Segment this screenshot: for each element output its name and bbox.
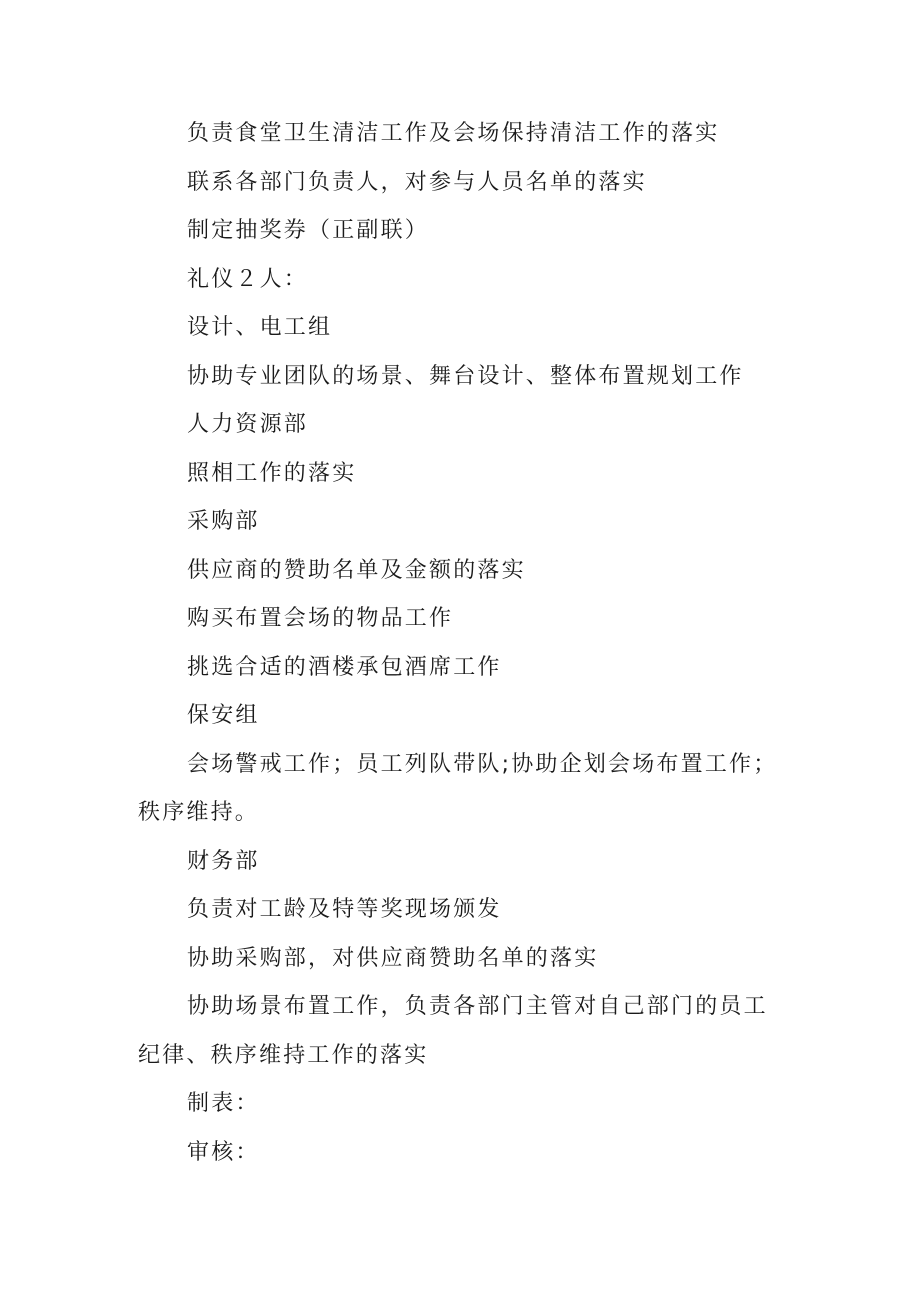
heading-security: 保安组 bbox=[187, 703, 260, 728]
paragraph-security-duties: 会场警戒工作；员工列队带队;协助企划会场布置工作；秩序维持。 bbox=[138, 751, 778, 825]
document-body bbox=[138, 110, 778, 1177]
paragraph-assist-purchasing: 协助采购部，对供应商赞助名单的落实 bbox=[187, 945, 599, 971]
paragraph-photography: 照相工作的落实 bbox=[187, 460, 357, 486]
paragraph-stage-design: 协助专业团队的场景、舞台设计、整体布置规划工作 bbox=[187, 363, 744, 389]
paragraph-contact-departments: 联系各部门负责人，对参与人员名单的落实 bbox=[187, 169, 647, 195]
label-prepared-by: 制表： bbox=[187, 1091, 260, 1116]
paragraph-buy-items: 购买布置会场的物品工作 bbox=[187, 606, 454, 631]
paragraph-etiquette: 礼仪２人： bbox=[187, 266, 309, 292]
paragraph-scene-layout: 协助场景布置工作，负责各部门主管对自己部门的员工纪律、秩序维持工作的落实 bbox=[138, 994, 768, 1068]
paragraph-cleaning: 负责食堂卫生清洁工作及会场保持清洁工作的落实 bbox=[187, 121, 720, 146]
paragraph-awards: 负责对工龄及特等奖现场颁发 bbox=[187, 897, 502, 922]
label-reviewed-by: 审核： bbox=[187, 1139, 260, 1165]
heading-finance: 财务部 bbox=[187, 848, 260, 874]
heading-design-electrician: 设计、电工组 bbox=[187, 315, 333, 340]
paragraph-restaurant: 挑选合适的酒楼承包酒席工作 bbox=[187, 654, 502, 680]
heading-purchasing: 采购部 bbox=[187, 509, 260, 534]
heading-hr: 人力资源部 bbox=[187, 412, 309, 437]
paragraph-lottery-tickets: 制定抽奖券（正副联） bbox=[187, 218, 430, 243]
paragraph-sponsors: 供应商的赞助名单及金额的落实 bbox=[187, 557, 526, 583]
